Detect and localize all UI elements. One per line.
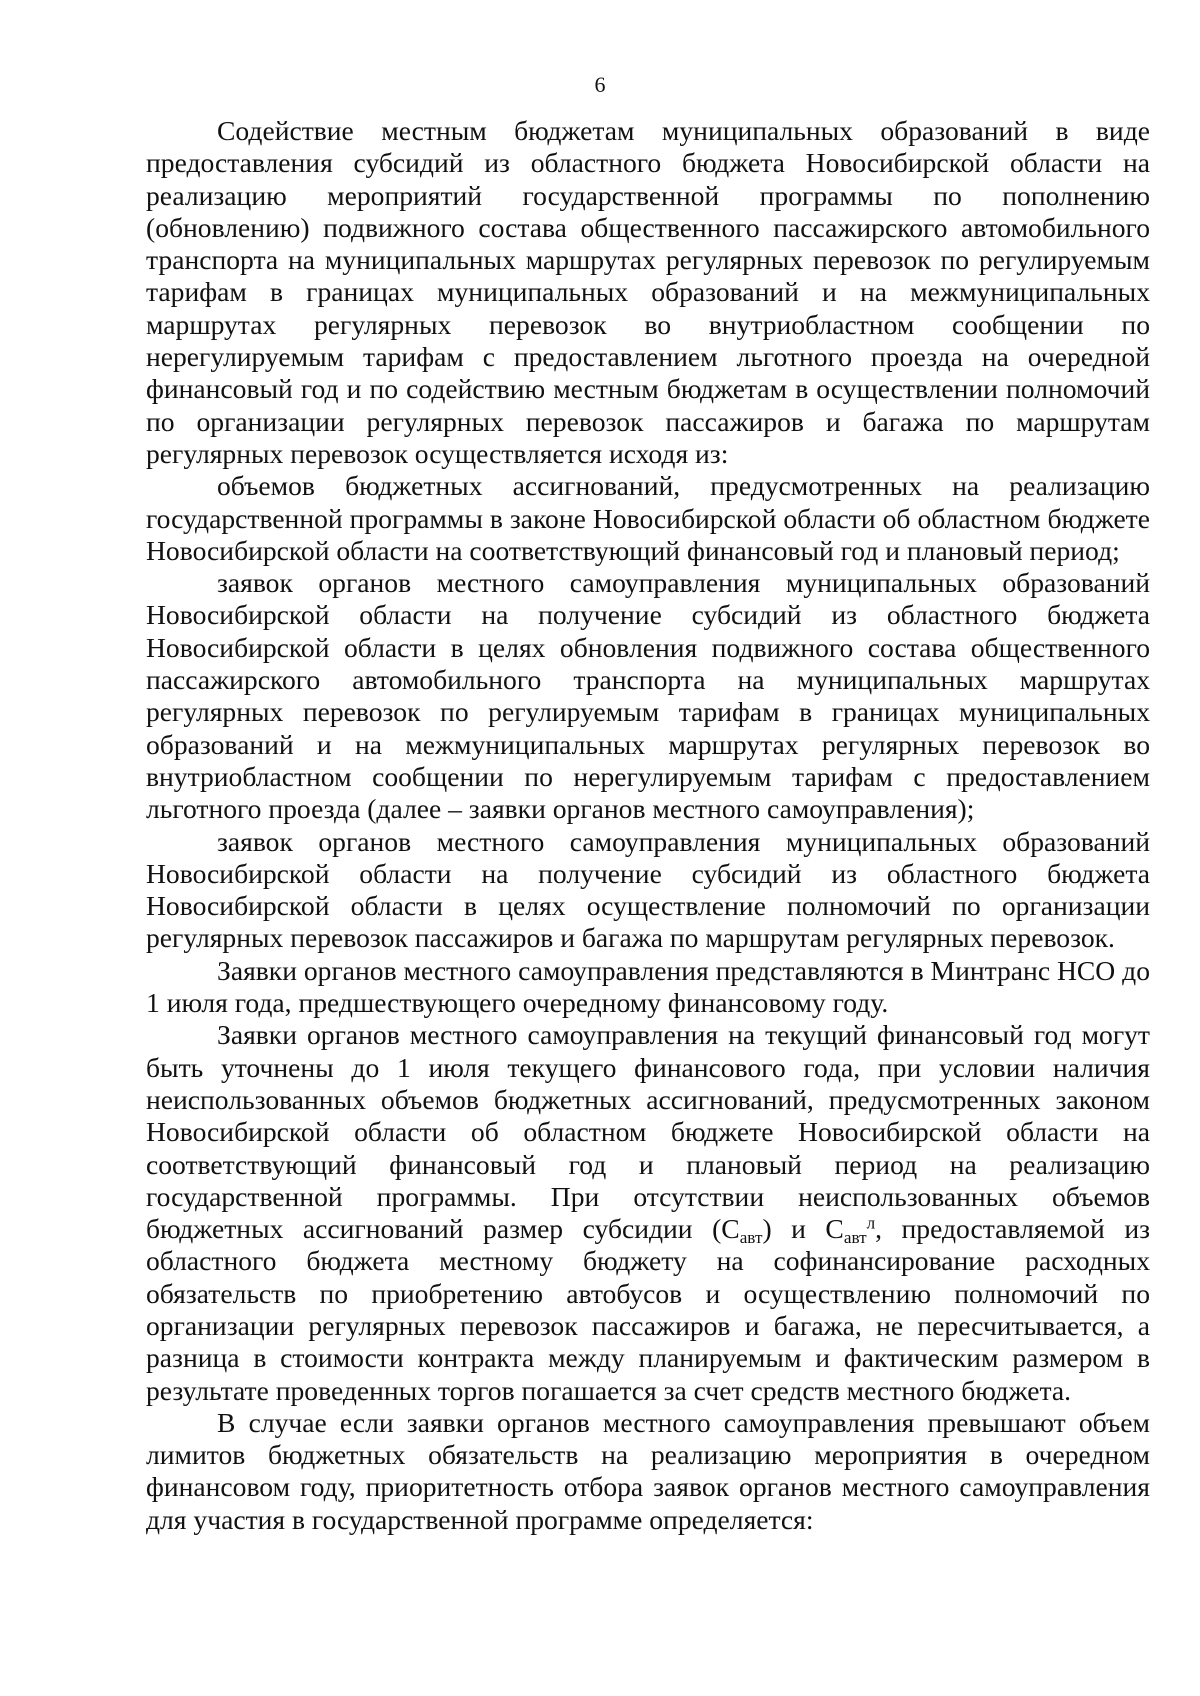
paragraph-text-middle: ) и С [762,1213,844,1245]
subscript-avt-second: авт [843,1227,867,1247]
paragraph-budget-volumes: объемов бюджетных ассигнований, предусмотренных на реализацию государственной программы в законе Новосибирской области об областном бюджете Новосибирской области на соответствующий финансовый год и плановый период; [146,470,1150,566]
paragraph-text-after: , предоставляемой из областного бюджета местному бюджету на софинансирование расходных обязательств по приобретению автобусов и осуществлению полномочий по организации регулярных перевозок пассажиров и багажа, не пересчитывается, а разница в стоимости контракта между планируемым и фактическим размером в результате проведенных торгов погашается за счет средств местного бюджета. [146,1213,1150,1406]
subscript-avt: авт [739,1227,763,1247]
paragraph-subsidy-basis: Содействие местным бюджетам муниципальных образований в виде предоставления субсидий из областного бюджета Новосибирской области на реализацию мероприятий государственной программы по пополнению (обновлению) подвижного состава общественного пассажирского автомобильного транспорта на муниципальных маршрутах регулярных перевозок по регулируемым тарифам в границах муниципальных образований и на межмуниципальных маршрутах регулярных перевозок во внутриобластном сообщении по нерегулируемым тарифам с предоставлением льготного проезда на очередной финансовый год и по содействию местным бюджетам в осуществлении полномочий по организации регулярных перевозок пассажиров и багажа по маршрутам регулярных перевозок осуществляется исходя из: [146,115,1150,469]
paragraph-text-before: Заявки органов местного самоуправления на текущий финансовый год могут быть уточнены до 1 июля текущего финансового года, при условии наличия неиспользованных объемов бюджетных ассигнований, предусмотренных законом Новосибирской области об областном бюджете Новосибирской области на соответствующий финансовый год и плановый период на реализацию государственной программы. При отсутствии неиспользованных объемов бюджетных ассигнований размер субсидии (С [146,1019,1150,1245]
paragraph-application-update [146,1019,1150,1407]
paragraph-applications-rolling-stock: заявок органов местного самоуправления муниципальных образований Новосибирской области на получение субсидий из областного бюджета Новосибирской области в целях обновления подвижного состава общественного пассажирского автомобильного транспорта на муниципальных маршрутах регулярных перевозок по регулируемым тарифам в границах муниципальных образований и на межмуниципальных маршрутах регулярных перевозок во внутриобластном сообщении по нерегулируемым тарифам с предоставлением льготного проезда (далее – заявки органов местного самоуправления); [146,567,1150,825]
paragraph-applications-authority: заявок органов местного самоуправления муниципальных образований Новосибирской области на получение субсидий из областного бюджета Новосибирской области в целях осуществление полномочий по организации регулярных перевозок пассажиров и багажа по маршрутам регулярных перевозок. [146,825,1150,954]
document-body [146,115,1150,1536]
superscript-l: л [866,1213,876,1233]
paragraph-priority-selection: В случае если заявки органов местного самоуправления превышают объем лимитов бюджетных обязательств на реализацию мероприятия в очередном финансовом году, приоритетность отбора заявок органов местного самоуправления для участия в государственной программе определяется: [146,1406,1150,1535]
page-number: 6 [594,72,606,97]
paragraph-submission-deadline: Заявки органов местного самоуправления представляются в Минтранс НСО до 1 июля года, предшествующего очередному финансовому году. [146,954,1150,1019]
